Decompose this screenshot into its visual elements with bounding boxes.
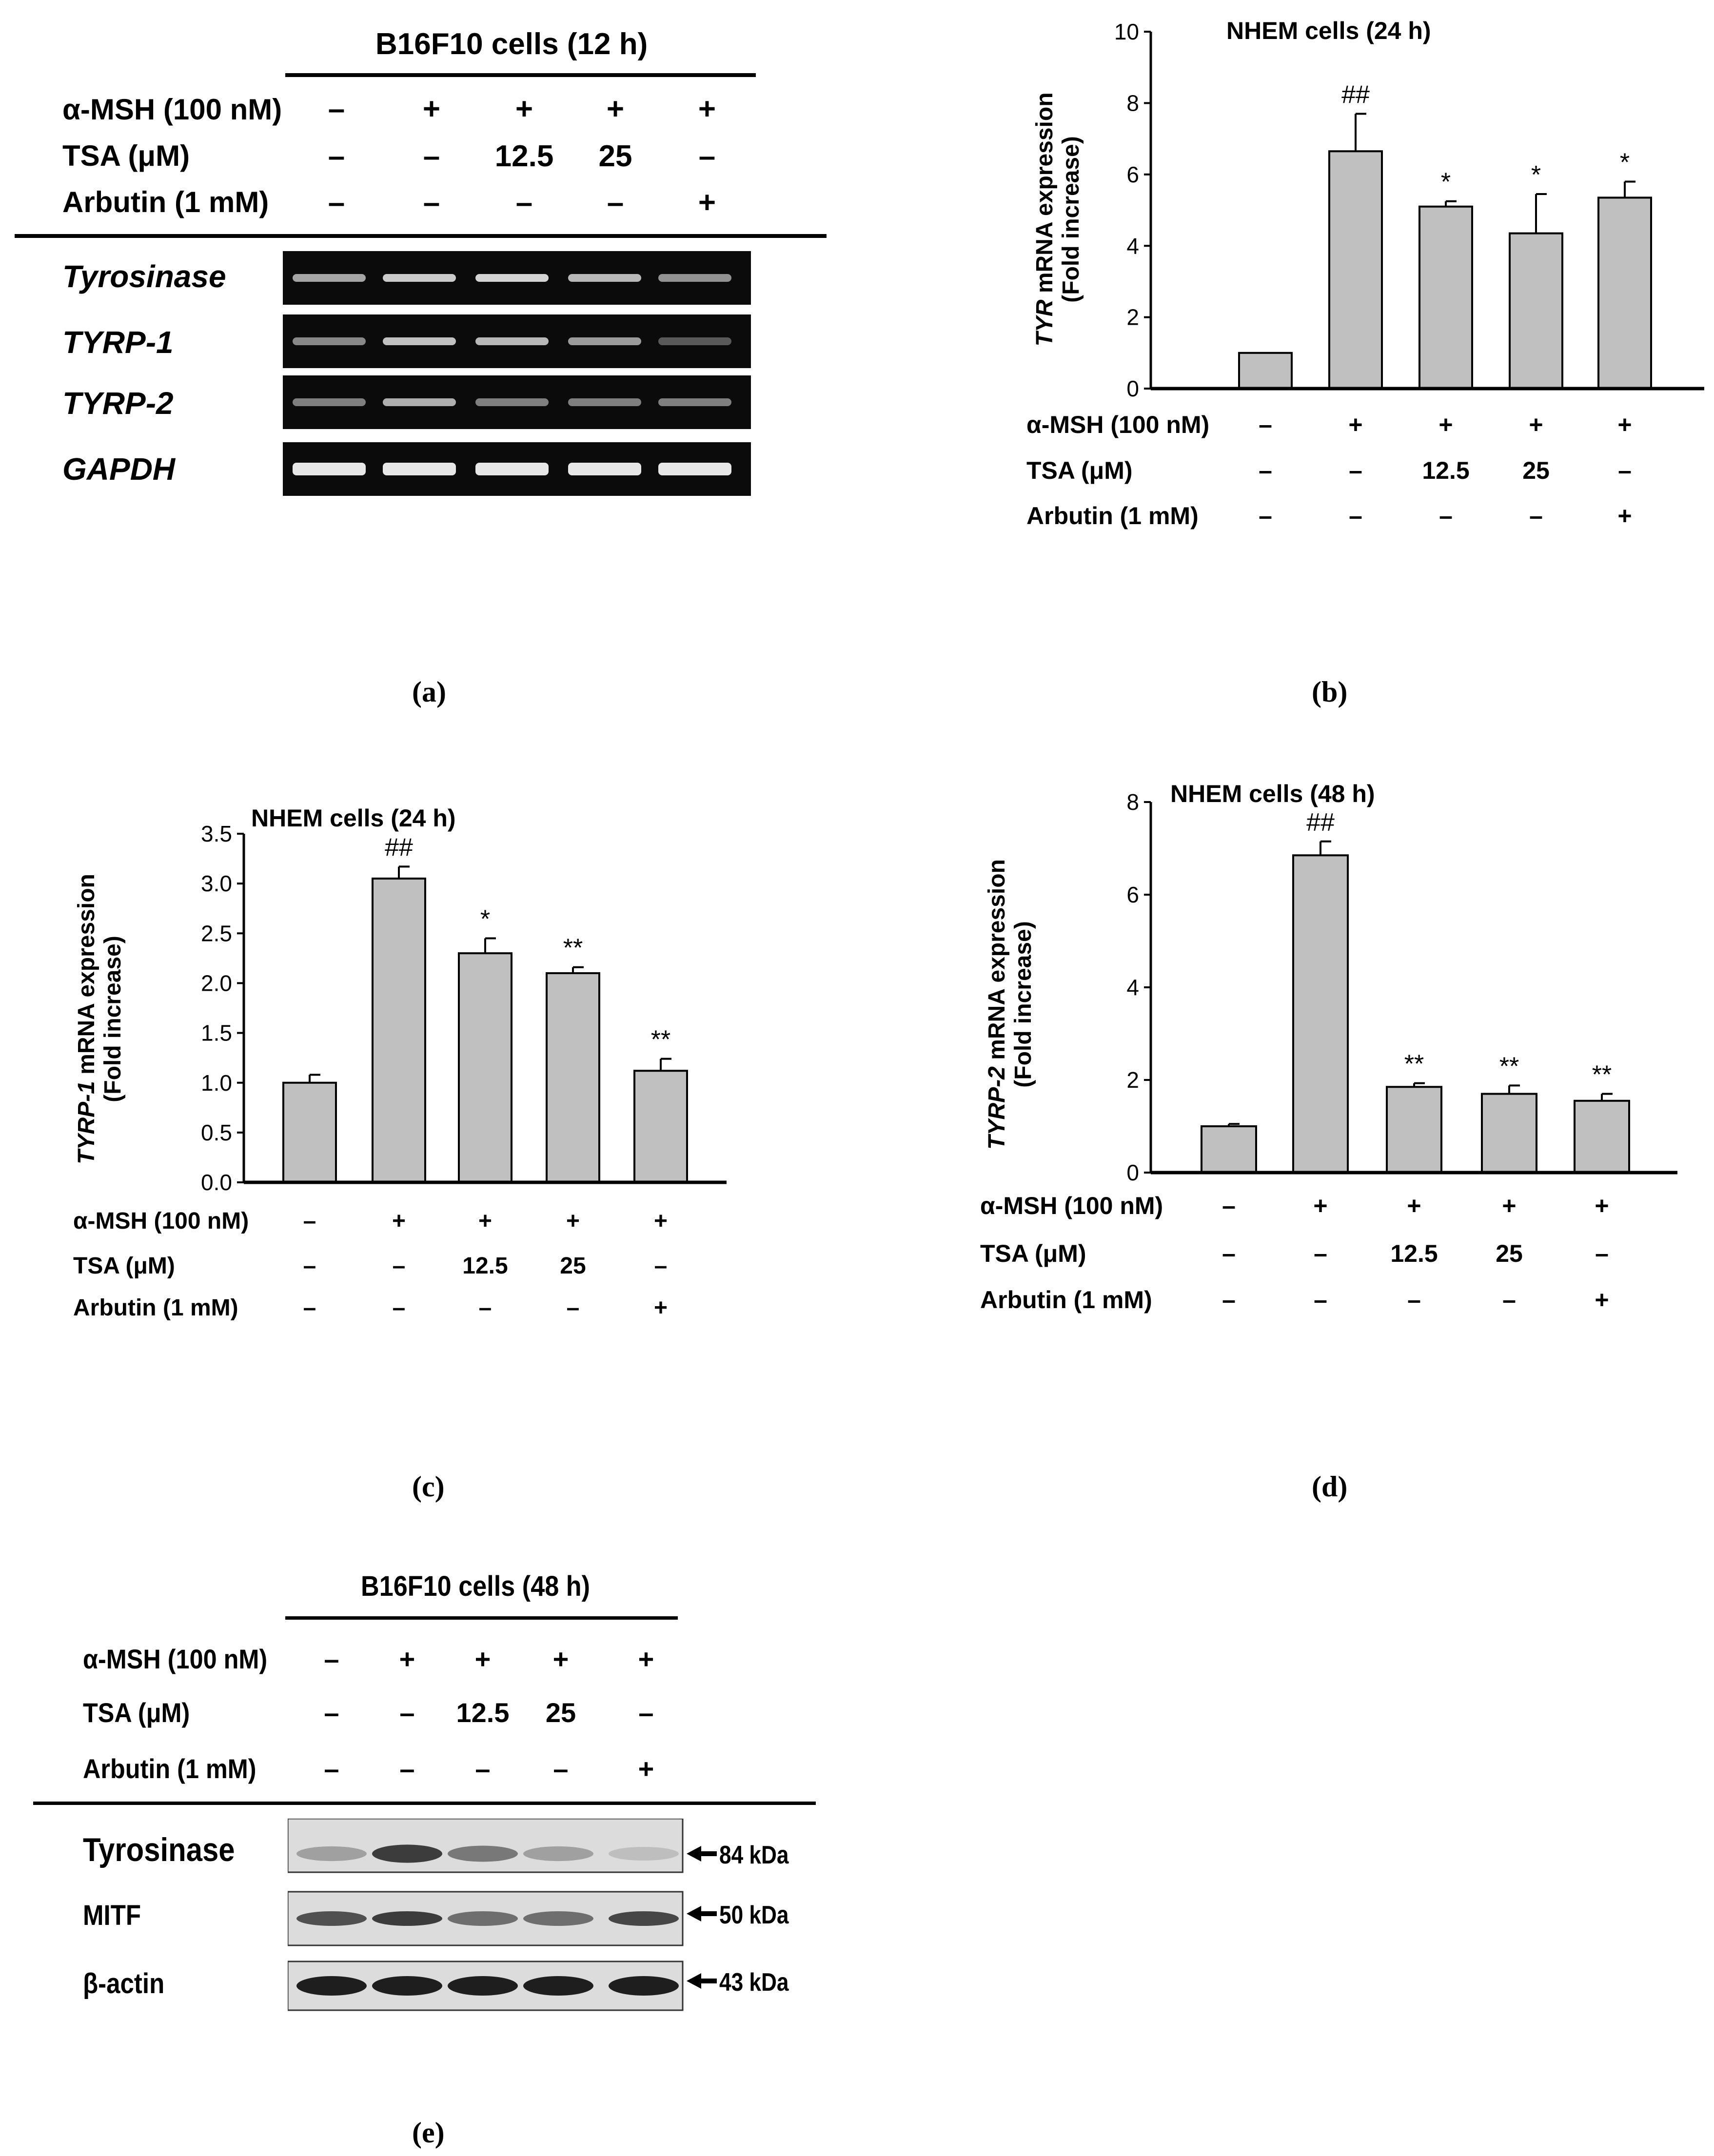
- arrow-shaft: [700, 1979, 717, 1983]
- blot-row-2: [288, 1961, 789, 2010]
- panel-e-cond-1-1: –: [399, 1697, 415, 1728]
- gel-band: [658, 463, 731, 475]
- arrow-shaft: [700, 1851, 717, 1856]
- y-axis-label-text: mRNA expression: [74, 874, 99, 1081]
- caption-e: (e): [412, 2117, 445, 2149]
- blot-row-0: [288, 1819, 789, 1872]
- y-tick-label: 6: [1126, 882, 1139, 908]
- condition-value: –: [1222, 1240, 1236, 1267]
- panel-a-cond-0-1: +: [422, 92, 441, 126]
- significance-label: **: [563, 934, 583, 962]
- gel-band: [658, 398, 731, 406]
- panel-a-cond-0-4: +: [698, 92, 716, 126]
- y-tick-label: 3.0: [201, 871, 232, 897]
- condition-value: +: [653, 1208, 668, 1234]
- gel-band: [383, 274, 456, 282]
- gel-band: [383, 398, 456, 406]
- condition-label: α-MSH (100 nM): [73, 1208, 249, 1234]
- y-axis-label: [984, 859, 1010, 1150]
- y-tick-label: 2.5: [201, 921, 232, 946]
- gel-band: [383, 337, 456, 345]
- panel-e-cond-2-4: +: [638, 1753, 654, 1784]
- condition-value: +: [1617, 502, 1632, 529]
- y-tick-label: 1.5: [201, 1020, 232, 1046]
- panel-e-cond-label-1: TSA (μM): [83, 1697, 190, 1728]
- panel-e-cond-2-3: –: [553, 1753, 569, 1784]
- y-axis-label-line2: (Fold increase): [1058, 136, 1084, 303]
- condition-value: +: [1502, 1192, 1517, 1219]
- condition-value: –: [1259, 457, 1272, 484]
- significance-label: ##: [1306, 808, 1335, 837]
- significance-label: ##: [385, 833, 413, 862]
- chart-title: NHEM cells (24 h): [1226, 17, 1431, 44]
- y-tick-label: 10: [1114, 19, 1139, 45]
- gene-label-gapdh: GAPDH: [62, 451, 176, 487]
- panel-a-title: B16F10 cells (12 h): [375, 27, 648, 61]
- y-axis-label-text: mRNA expression: [984, 859, 1010, 1067]
- condition-value: 25: [560, 1253, 586, 1279]
- panel-e-cond-1-4: –: [638, 1697, 654, 1728]
- significance-label: *: [1619, 148, 1630, 177]
- bar: [283, 1083, 336, 1182]
- bar: [1482, 1094, 1537, 1173]
- panel-a-gel-image: [283, 251, 751, 502]
- panel-e-cond-0-3: +: [552, 1644, 569, 1674]
- gene-label-tyrosinase: Tyrosinase: [62, 259, 226, 294]
- blot-row-1: [288, 1892, 789, 1945]
- condition-value: +: [1407, 1192, 1421, 1219]
- blot-band: [523, 1911, 593, 1926]
- panel-e-cond-1-0: –: [324, 1697, 339, 1728]
- condition-value: –: [1222, 1286, 1236, 1313]
- condition-value: –: [1259, 502, 1272, 529]
- y-axis-label: [1032, 92, 1058, 346]
- y-tick-label: 0.0: [201, 1170, 232, 1196]
- blot-band: [296, 1911, 367, 1926]
- panel-a-cond-2-3: –: [607, 186, 624, 219]
- condition-value: –: [392, 1253, 406, 1279]
- blot-membrane: [288, 1819, 683, 1872]
- y-tick-label: 6: [1126, 161, 1139, 187]
- y-axis-label-gene: TYRP-1: [74, 1081, 99, 1164]
- panel-e-cond-0-4: +: [638, 1644, 654, 1674]
- gel-band: [475, 274, 549, 282]
- bar: [1293, 855, 1348, 1173]
- panel-a-cond-1-4: –: [698, 139, 716, 173]
- panel-a-cond-2-1: –: [423, 186, 440, 219]
- bar: [1387, 1087, 1441, 1173]
- condition-value: –: [303, 1208, 316, 1234]
- condition-value: –: [1259, 411, 1272, 438]
- y-axis-label-gene: TYR: [1032, 299, 1058, 347]
- blot-band: [296, 1846, 367, 1861]
- caption-b: (b): [1312, 676, 1348, 708]
- panel-a-cond-1-2: 12.5: [494, 139, 554, 173]
- blot-band: [448, 1976, 518, 1996]
- caption-a: (a): [412, 676, 446, 708]
- panel-a-cond-2-2: –: [515, 186, 533, 219]
- panel-a-cond-0-2: +: [515, 92, 533, 126]
- condition-value: 25: [1522, 457, 1550, 484]
- gel-band: [293, 274, 366, 282]
- condition-value: 25: [1496, 1240, 1523, 1267]
- bar: [1202, 1126, 1256, 1173]
- condition-value: –: [1529, 502, 1543, 529]
- panel-e-title: B16F10 cells (48 h): [361, 1570, 591, 1602]
- bar: [547, 973, 599, 1182]
- y-tick-label: 4: [1126, 975, 1139, 1000]
- panel-a-cond-label-2: Arbutin (1 mM): [62, 186, 269, 218]
- condition-value: –: [1618, 457, 1632, 484]
- y-tick-label: 2: [1126, 304, 1139, 330]
- condition-value: +: [1529, 411, 1543, 438]
- gel-band: [568, 337, 641, 345]
- protein-label-tyrosinase: Tyrosinase: [83, 1831, 235, 1868]
- condition-label: TSA (μM): [73, 1253, 175, 1279]
- panel-e-cond-2-2: –: [475, 1753, 491, 1784]
- gel-band: [475, 463, 549, 475]
- panel-e-cond-1-3: 25: [545, 1697, 576, 1728]
- bar: [1419, 207, 1472, 389]
- gel-band: [383, 463, 456, 475]
- panel-a-cond-2-4: +: [698, 186, 716, 219]
- gene-label-tyrp2: TYRP-2: [62, 386, 174, 421]
- condition-value: –: [1595, 1240, 1609, 1267]
- gel-band: [293, 337, 366, 345]
- condition-label: Arbutin (1 mM): [73, 1295, 238, 1321]
- bar: [1329, 151, 1382, 389]
- panel-e-blot-image: [288, 1819, 814, 2023]
- condition-value: –: [1314, 1286, 1327, 1313]
- condition-label: Arbutin (1 mM): [1026, 502, 1199, 529]
- condition-value: –: [1502, 1286, 1516, 1313]
- panel-c-chart: [63, 800, 756, 1341]
- condition-value: –: [1222, 1192, 1236, 1219]
- gel-band: [568, 398, 641, 406]
- arrow-icon: [687, 1973, 701, 1989]
- panel-e-separator: [33, 1802, 816, 1805]
- panel-b-chart: [995, 10, 1707, 556]
- y-tick-label: 8: [1126, 789, 1139, 815]
- condition-value: –: [1349, 457, 1362, 484]
- significance-label: ##: [1341, 80, 1370, 109]
- arrow-shaft: [700, 1911, 717, 1916]
- panel-a-cond-0-3: +: [606, 92, 625, 126]
- panel-a-cond-0-0: –: [328, 92, 345, 126]
- blot-band: [372, 1976, 442, 1996]
- condition-value: 12.5: [462, 1253, 508, 1279]
- y-axis-label: [74, 874, 99, 1164]
- blot-band: [372, 1844, 442, 1862]
- chart-title: NHEM cells (24 h): [251, 804, 456, 832]
- gel-band: [658, 337, 731, 345]
- y-tick-label: 8: [1126, 90, 1139, 116]
- panel-a-separator: [15, 234, 827, 238]
- condition-value: –: [1439, 502, 1453, 529]
- condition-value: –: [478, 1295, 492, 1321]
- panel-a-cond-label-0: α-MSH (100 nM): [62, 93, 282, 126]
- blot-band: [448, 1846, 518, 1862]
- panel-a-cond-1-0: –: [328, 139, 345, 173]
- gel-band: [658, 274, 731, 282]
- panel-e-title-underline: [285, 1616, 678, 1620]
- condition-label: α-MSH (100 nM): [1026, 411, 1210, 438]
- condition-value: –: [1314, 1240, 1327, 1267]
- condition-value: +: [1617, 411, 1632, 438]
- condition-value: –: [654, 1253, 668, 1279]
- blot-band: [609, 1976, 679, 1996]
- y-axis-label-line2: (Fold increase): [100, 936, 126, 1102]
- protein-label-mitf: MITF: [83, 1900, 141, 1931]
- bar: [1510, 234, 1562, 389]
- chart-title: NHEM cells (48 h): [1170, 780, 1375, 807]
- condition-value: +: [392, 1208, 406, 1234]
- y-axis-label-gene: TYRP-2: [984, 1066, 1010, 1150]
- condition-value: +: [1438, 411, 1453, 438]
- gel-band: [475, 398, 549, 406]
- panel-a-cond-2-0: –: [328, 186, 345, 219]
- significance-label: *: [1440, 168, 1451, 196]
- panel-e-cond-2-1: –: [399, 1753, 415, 1784]
- caption-d: (d): [1312, 1470, 1348, 1503]
- condition-value: –: [303, 1295, 316, 1321]
- panel-e-cond-1-2: 12.5: [456, 1697, 510, 1728]
- blot-band: [372, 1911, 442, 1926]
- bar: [1598, 197, 1651, 389]
- blot-band: [609, 1911, 679, 1926]
- significance-label: **: [1404, 1050, 1424, 1078]
- significance-label: **: [650, 1025, 671, 1054]
- condition-value: +: [1595, 1192, 1609, 1219]
- gel-band: [293, 463, 366, 475]
- condition-value: –: [566, 1295, 580, 1321]
- significance-label: *: [480, 905, 491, 934]
- condition-label: α-MSH (100 nM): [980, 1192, 1163, 1219]
- bar: [1575, 1101, 1629, 1173]
- gel-row-0: [283, 251, 751, 305]
- panel-e-cond-0-1: +: [399, 1644, 415, 1674]
- panel-e-cond-0-2: +: [474, 1644, 491, 1674]
- arrow-icon: [687, 1906, 701, 1921]
- bar: [634, 1071, 687, 1182]
- panel-a-cond-1-3: 25: [598, 139, 632, 173]
- condition-value: +: [653, 1295, 668, 1321]
- panel-a-cond-label-1: TSA (μM): [62, 139, 190, 172]
- y-tick-label: 0: [1126, 1160, 1139, 1186]
- significance-label: **: [1592, 1060, 1612, 1089]
- y-tick-label: 1.0: [201, 1070, 232, 1096]
- blot-band: [609, 1847, 679, 1861]
- y-tick-label: 2.0: [201, 970, 232, 996]
- protein-label-beta-actin: β-actin: [83, 1968, 165, 1999]
- bar: [459, 953, 512, 1182]
- gel-row-1: [283, 314, 751, 368]
- panel-a-cond-1-1: –: [423, 139, 440, 173]
- bar: [373, 879, 425, 1182]
- y-tick-label: 0: [1126, 376, 1139, 402]
- panel-e-cond-label-0: α-MSH (100 nM): [83, 1644, 268, 1674]
- y-tick-label: 3.5: [201, 821, 232, 847]
- y-tick-label: 4: [1126, 233, 1139, 259]
- condition-value: +: [1595, 1286, 1609, 1313]
- gel-band: [475, 337, 549, 345]
- gene-label-tyrp1: TYRP-1: [62, 325, 174, 360]
- panel-e-cond-0-0: –: [324, 1644, 339, 1674]
- condition-value: +: [478, 1208, 493, 1234]
- panel-a-title-underline: [285, 73, 756, 77]
- significance-label: **: [1499, 1052, 1519, 1081]
- condition-value: –: [1407, 1286, 1421, 1313]
- gel-row-2: [283, 375, 751, 429]
- gel-band: [568, 463, 641, 475]
- y-axis-label-text: mRNA expression: [1032, 92, 1058, 300]
- condition-value: –: [303, 1253, 316, 1279]
- significance-label: *: [1531, 161, 1541, 190]
- panel-d-chart: [970, 775, 1692, 1341]
- caption-c: (c): [412, 1470, 445, 1503]
- blot-band: [296, 1976, 367, 1996]
- bar: [1239, 353, 1292, 389]
- condition-value: +: [1348, 411, 1363, 438]
- gel-band: [568, 274, 641, 282]
- blot-kda-label: 84 kDa: [719, 1841, 789, 1869]
- condition-value: 12.5: [1422, 457, 1470, 484]
- blot-band: [523, 1976, 593, 1996]
- blot-band: [523, 1846, 593, 1861]
- gel-row-3: [283, 442, 751, 496]
- condition-label: TSA (μM): [980, 1240, 1086, 1267]
- condition-value: +: [1313, 1192, 1328, 1219]
- blot-band: [448, 1911, 518, 1926]
- blot-kda-label: 50 kDa: [719, 1901, 789, 1929]
- condition-label: Arbutin (1 mM): [980, 1286, 1152, 1313]
- panel-e-cond-label-2: Arbutin (1 mM): [83, 1753, 256, 1784]
- condition-value: 12.5: [1390, 1240, 1438, 1267]
- y-tick-label: 2: [1126, 1067, 1139, 1093]
- blot-kda-label: 43 kDa: [719, 1968, 789, 1997]
- arrow-icon: [687, 1846, 701, 1862]
- y-tick-label: 0.5: [201, 1119, 232, 1145]
- gel-band: [293, 398, 366, 406]
- condition-value: +: [566, 1208, 580, 1234]
- y-axis-label-line2: (Fold increase): [1010, 921, 1036, 1088]
- condition-value: –: [1349, 502, 1362, 529]
- panel-e-cond-2-0: –: [324, 1753, 339, 1784]
- condition-value: –: [392, 1295, 406, 1321]
- condition-label: TSA (μM): [1026, 457, 1133, 484]
